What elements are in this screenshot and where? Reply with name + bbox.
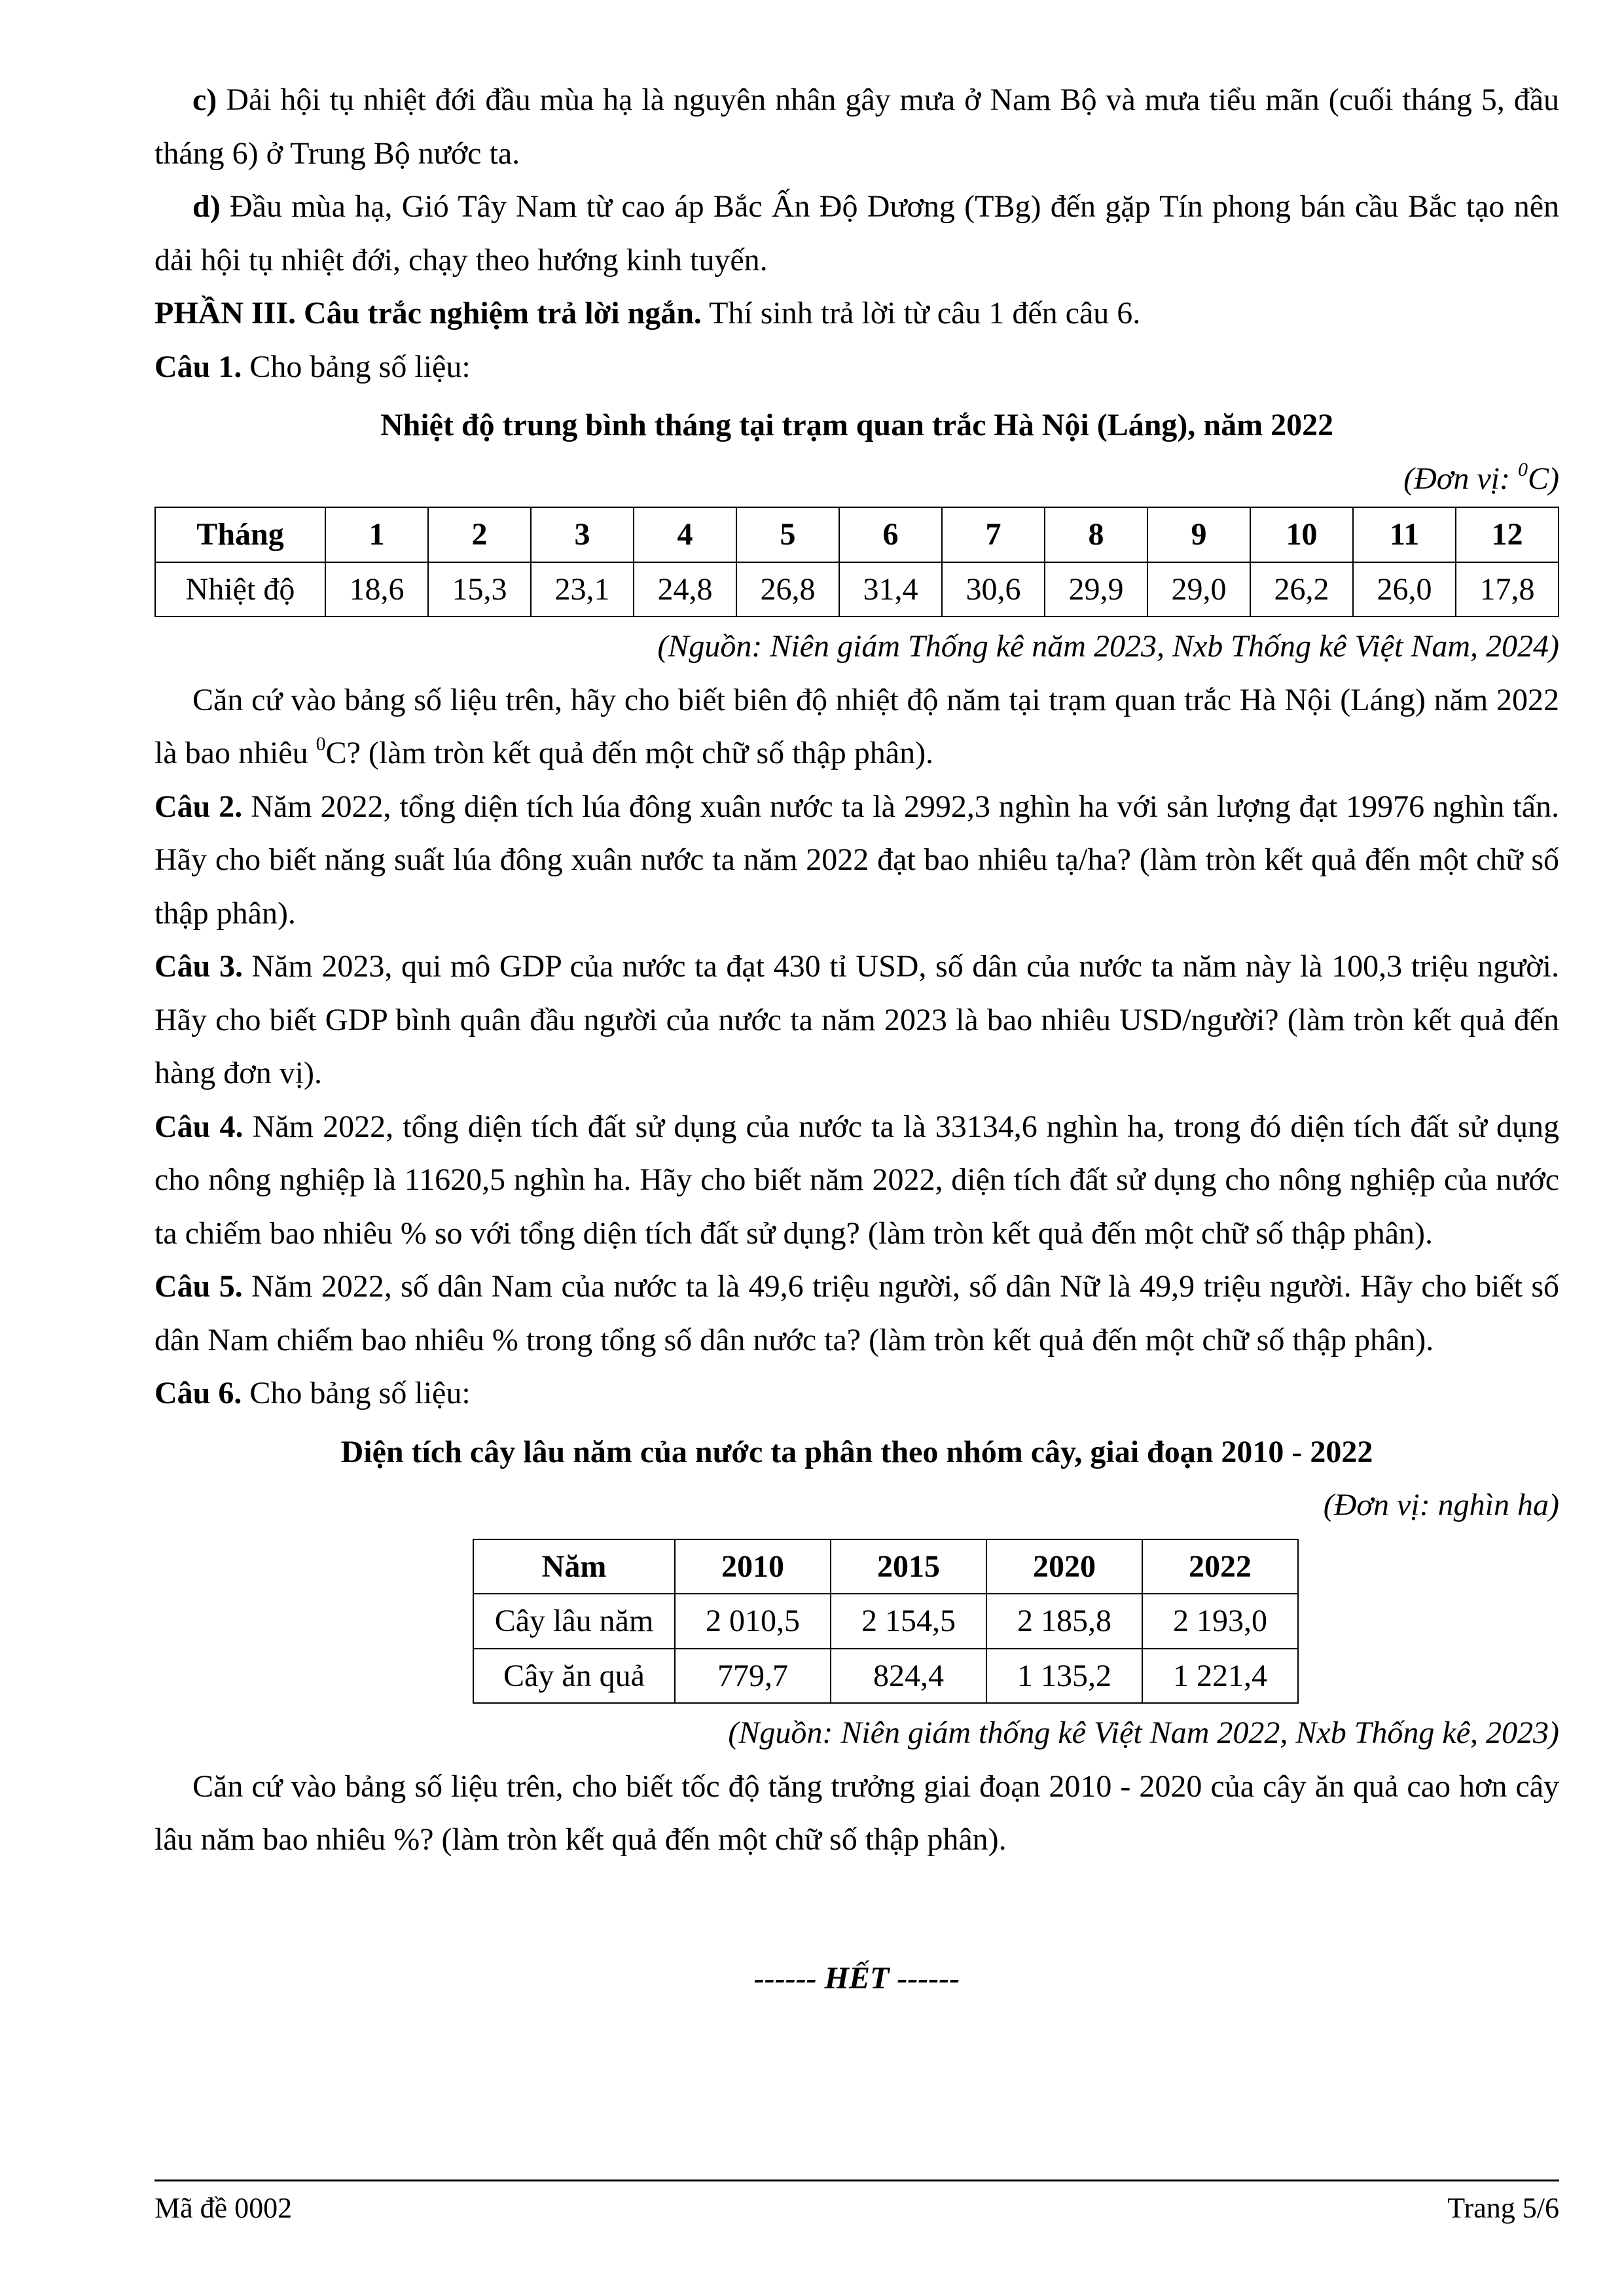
table-cell: 1 135,2 — [986, 1649, 1142, 1704]
question-6: Câu 6. Cho bảng số liệu: — [154, 1376, 471, 1410]
question-3: Câu 3. Năm 2023, qui mô GDP của nước ta đạt 430 tỉ USD, số dân của nước ta năm này là 100,3 triệu người. Hãy cho biết GDP bình quân đầu người của nước ta năm 2023 là bao nhiêu USD/người? (làm tròn kết quả đến hàng đơn vị). — [154, 949, 1560, 1090]
table-cell: 17,8 — [1456, 562, 1559, 617]
question-2: Câu 2. Năm 2022, tổng diện tích lúa đông xuân nước ta là 2992,3 nghìn ha với sản lượng đạt 19976 nghìn tấn. Hãy cho biết năng suất lúa đông xuân nước ta năm 2022 đạt bao nhiêu tạ/ha? (làm tròn kết quả đến một chữ số thập phân). — [154, 789, 1560, 931]
table-cell: 2 010,5 — [675, 1594, 831, 1649]
q6-source: (Nguồn: Niên giám thống kê Việt Nam 2022, Nxb Thống kê, 2023) — [728, 1715, 1559, 1750]
end-mark: ------ HẾT ------ — [753, 1960, 960, 1996]
temperature-table — [154, 507, 1559, 617]
table-cell: 26,0 — [1353, 562, 1456, 617]
table-cell: 31,4 — [839, 562, 942, 617]
table-header-cell: 2010 — [675, 1539, 831, 1594]
page-number: Trang 5/6 — [1447, 2192, 1559, 2224]
q6-question: Căn cứ vào bảng số liệu trên, cho biết tốc độ tăng trưởng giai đoạn 2010 - 2020 của cây ăn quả cao hơn cây lâu năm bao nhiêu %? (làm tròn kết quả đến một chữ số thập phân). — [154, 1768, 1559, 1857]
statement-c: c) Dải hội tụ nhiệt đới đầu mùa hạ là nguyên nhân gây mưa ở Nam Bộ và mưa tiểu mãn (cuối tháng 5, đầu tháng 6) ở Trung Bộ nước ta. — [154, 82, 1560, 171]
perennial-crop-table — [473, 1539, 1299, 1704]
page-footer — [154, 2191, 1559, 2225]
q1-question: Căn cứ vào bảng số liệu trên, hãy cho biết biên độ nhiệt độ năm tại trạm quan trắc Hà Nội (Láng) năm 2022 là bao nhiêu $^0$C? (làm tròn kết quả đến một chữ số thập phân). — [154, 682, 1559, 770]
table-header-cell: 10 — [1250, 507, 1353, 562]
q6-unit: (Đơn vị: nghìn ha) — [1323, 1488, 1559, 1522]
question-5: Câu 5. Năm 2022, số dân Nam của nước ta là 49,6 triệu người, số dân Nữ là 49,9 triệu người. Hãy cho biết số dân Nam chiếm bao nhiêu % trong tổng số dân nước ta? (làm tròn kết quả đến một chữ số thập phân). — [154, 1269, 1560, 1357]
table-cell: 2 154,5 — [831, 1594, 986, 1649]
table-cell: Cây ăn quả — [473, 1649, 675, 1704]
table-header-cell: 1 — [325, 507, 428, 562]
table-row-label: Nhiệt độ — [155, 562, 325, 617]
table-cell: 24,8 — [634, 562, 736, 617]
table-header-cell: 3 — [531, 507, 634, 562]
question-1: Câu 1. Cho bảng số liệu: — [154, 349, 471, 384]
table-header-cell: 2 — [428, 507, 531, 562]
table-header-row — [155, 507, 1559, 562]
table-cell: 23,1 — [531, 562, 634, 617]
table-row — [473, 1649, 1298, 1704]
table-header-cell: 6 — [839, 507, 942, 562]
table-cell: 26,8 — [736, 562, 839, 617]
exam-code: Mã đề 0002 — [154, 2192, 293, 2224]
q1-unit: (Đơn vị: $^0$C) — [1403, 458, 1559, 496]
exam-page — [154, 73, 1559, 2005]
table-cell: 779,7 — [675, 1649, 831, 1704]
table-header-cell: 11 — [1353, 507, 1456, 562]
table-header-cell: 4 — [634, 507, 736, 562]
table-header-cell: 9 — [1147, 507, 1250, 562]
table-cell: 30,6 — [942, 562, 1045, 617]
table-header-cell: 12 — [1456, 507, 1559, 562]
table-header-cell: 7 — [942, 507, 1045, 562]
table-header-cell: 2015 — [831, 1539, 986, 1594]
table-row — [473, 1594, 1298, 1649]
part3-heading: PHẦN III. Câu trắc nghiệm trả lời ngắn. Thí sinh trả lời từ câu 1 đến câu 6. — [154, 296, 1141, 331]
footer-divider — [154, 2179, 1559, 2181]
table-header-cell: Tháng — [155, 507, 325, 562]
table-header-cell: 8 — [1045, 507, 1147, 562]
table-header-cell: 2022 — [1142, 1539, 1298, 1594]
table-cell: 824,4 — [831, 1649, 986, 1704]
table-cell: 29,9 — [1045, 562, 1147, 617]
table-cell: 15,3 — [428, 562, 531, 617]
table-header-cell: 2020 — [986, 1539, 1142, 1594]
table-cell: 18,6 — [325, 562, 428, 617]
table-cell: Cây lâu năm — [473, 1594, 675, 1649]
table-cell: 1 221,4 — [1142, 1649, 1298, 1704]
table-header-cell: 5 — [736, 507, 839, 562]
question-4: Câu 4. Năm 2022, tổng diện tích đất sử dụng của nước ta là 33134,6 nghìn ha, trong đó diện tích đất sử dụng cho nông nghiệp là 11620,5 nghìn ha. Hãy cho biết năm 2022, diện tích đất sử dụng cho nông nghiệp của nước ta chiếm bao nhiêu % so với tổng diện tích đất sử dụng? (làm tròn kết quả đến một chữ số thập phân). — [154, 1109, 1559, 1251]
q1-table-title: Nhiệt độ trung bình tháng tại trạm quan trắc Hà Nội (Láng), năm 2022 — [380, 408, 1334, 442]
statement-d: d) Đầu mùa hạ, Gió Tây Nam từ cao áp Bắc Ấn Độ Dương (TBg) đến gặp Tín phong bán cầu Bắc tạo nên dải hội tụ nhiệt đới, chạy theo hướng kinh tuyến. — [154, 189, 1560, 278]
table-row — [155, 562, 1559, 617]
q1-source: (Nguồn: Niên giám Thống kê năm 2023, Nxb Thống kê Việt Nam, 2024) — [657, 629, 1559, 664]
table-header-cell: Năm — [473, 1539, 675, 1594]
table-cell: 2 185,8 — [986, 1594, 1142, 1649]
q6-table-title: Diện tích cây lâu năm của nước ta phân theo nhóm cây, giai đoạn 2010 - 2022 — [340, 1434, 1373, 1469]
table-cell: 2 193,0 — [1142, 1594, 1298, 1649]
table-header-row — [473, 1539, 1298, 1594]
table-cell: 26,2 — [1250, 562, 1353, 617]
table-cell: 29,0 — [1147, 562, 1250, 617]
